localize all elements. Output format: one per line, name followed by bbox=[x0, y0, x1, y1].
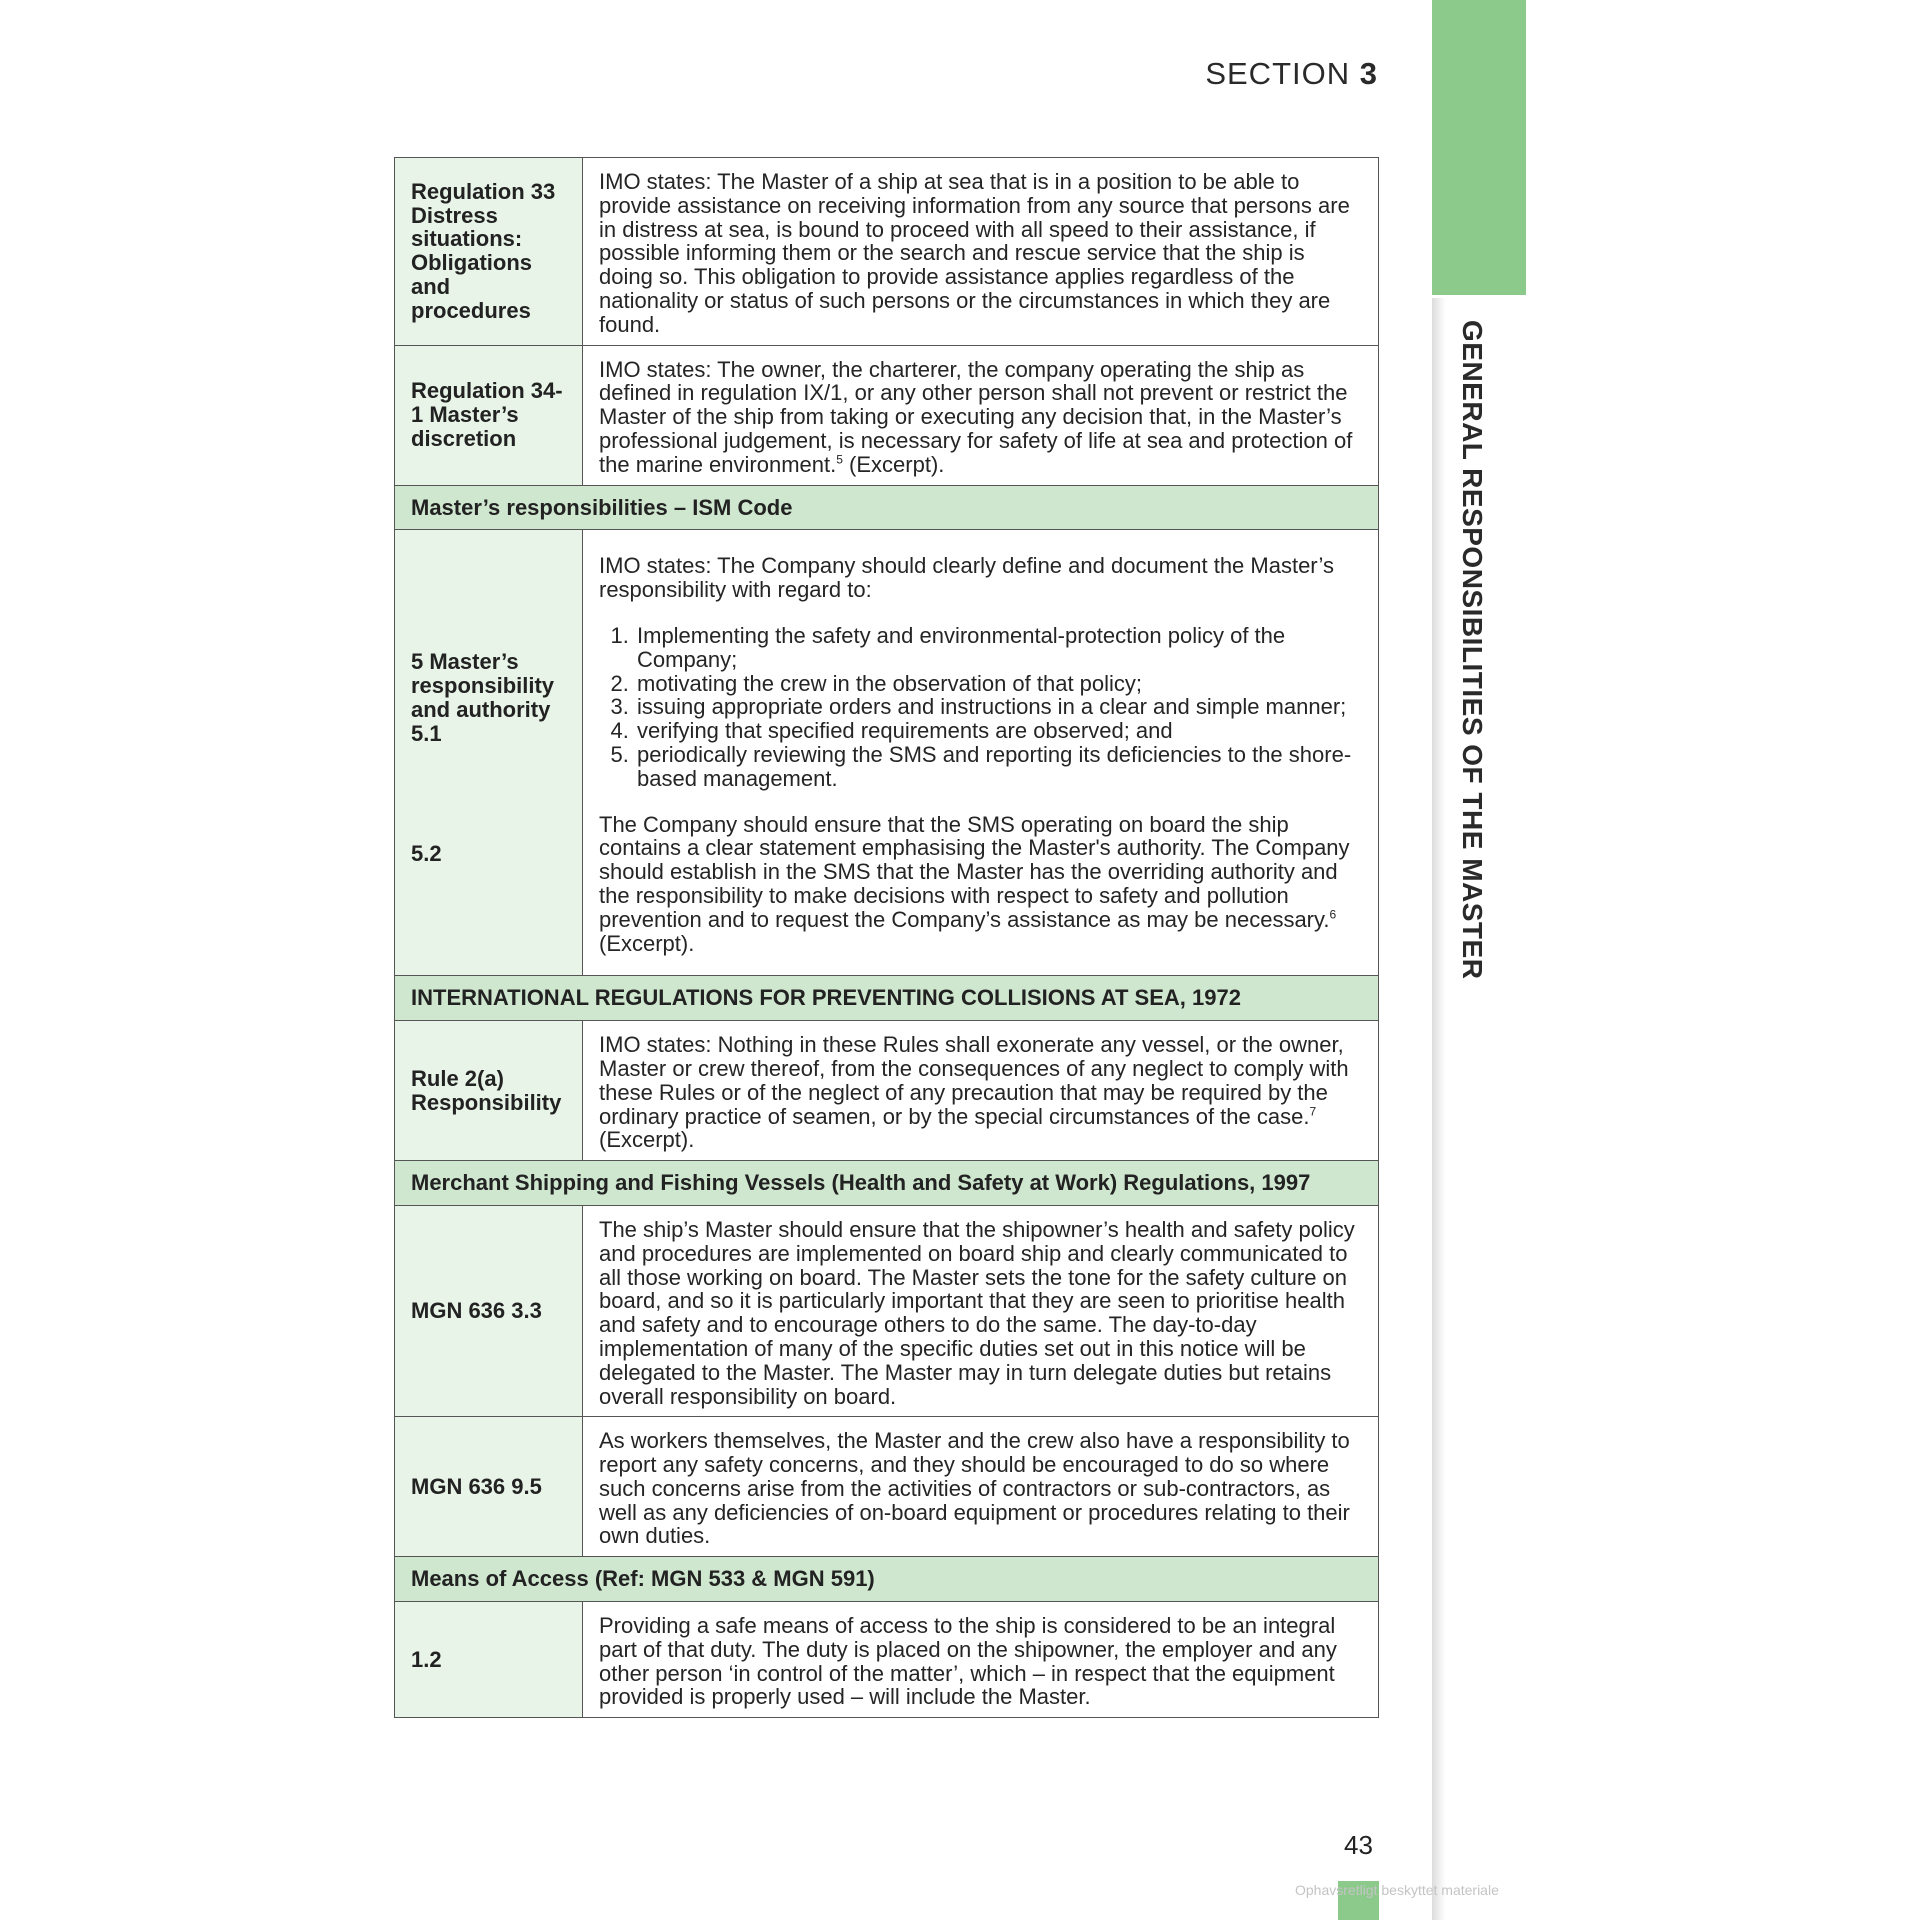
ism-intro: IMO states: The Company should clearly define and document the Master’s responsibility with regard to: bbox=[599, 553, 1334, 603]
table-row bbox=[395, 1417, 1379, 1557]
group-header-row bbox=[395, 976, 1379, 1021]
page-edge-shadow bbox=[1432, 298, 1446, 1920]
copyright-watermark: Ophavsretligt beskyttet materiale bbox=[1295, 1882, 1499, 1898]
list-item: 5. periodically reviewing the SMS and reporting its deficiencies to the shore-based management. bbox=[635, 743, 1364, 791]
footnote-marker[interactable]: 5 bbox=[836, 452, 843, 467]
text-cell bbox=[583, 1021, 1379, 1161]
text-cell bbox=[583, 1602, 1379, 1718]
excerpt-note: (Excerpt). bbox=[842, 451, 945, 477]
reference-cell: Regulation 34-1 Master’s discretion bbox=[395, 345, 583, 485]
responsibility-list bbox=[599, 624, 1364, 791]
section-label: SECTION bbox=[1205, 56, 1351, 91]
reference-cell: 1.2 bbox=[395, 1602, 583, 1718]
regulation-text: As workers themselves, the Master and the crew also have a responsibility to report any safety concerns, and they should be encouraged to do so where such concerns arise from the activities of contractors or sub-contractors, as well as any deficiencies of on-board equipment or procedures relating to their own duties. bbox=[599, 1428, 1350, 1549]
group-title: Means of Access (Ref: MGN 533 & MGN 591) bbox=[395, 1557, 1379, 1602]
section-number: 3 bbox=[1359, 56, 1378, 91]
reference-cell bbox=[395, 530, 583, 976]
text-cell bbox=[583, 345, 1379, 485]
chapter-color-tab bbox=[1432, 0, 1526, 295]
reference-cell: MGN 636 9.5 bbox=[395, 1417, 583, 1557]
regulations-table bbox=[394, 157, 1379, 1718]
reference-cell: MGN 636 3.3 bbox=[395, 1205, 583, 1416]
regulation-text-main: The Company should ensure that the SMS operating on board the ship contains a clear statement emphasising the Master's authority. The Company should establish in the SMS that the Master has the overriding authority and the responsibility to make decisions with respect to safety and pollution prevention and to request the Company’s assistance as may be necessary. bbox=[599, 811, 1350, 932]
table-row bbox=[395, 158, 1379, 346]
text-cell bbox=[583, 1417, 1379, 1557]
regulation-text bbox=[599, 358, 1364, 477]
group-header-row bbox=[395, 485, 1379, 530]
regulation-text: The ship’s Master should ensure that the shipowner’s health and safety policy and procedures are implemented on board ship and clearly communicated to all those working on board. The Master sets the tone for the safety culture on board, and so it is particularly important that they are seen to prioritise health and safety and to encourage others to do the same. The day-to-day implementation of many of the specific duties set out in this notice will be delegated to the Master. The Master may in turn delegate duties but retains overall responsibility on board. bbox=[599, 1216, 1355, 1409]
reference-5-1: 5 Master’s responsibility and authority 5.1 bbox=[411, 649, 555, 746]
regulation-text-main: IMO states: Nothing in these Rules shall exonerate any vessel, or the owner, Master or crew thereof, from the consequences of any neglect to comply with these Rules or of the neglect of any precaution that may be required by the ordinary practice of seamen, or by the special circumstances of the case. bbox=[599, 1032, 1349, 1129]
group-title: INTERNATIONAL REGULATIONS FOR PREVENTING COLLISIONS AT SEA, 1972 bbox=[395, 976, 1379, 1021]
regulation-text bbox=[599, 1033, 1364, 1152]
list-item: 4. verifying that specified requirements are observed; and bbox=[635, 719, 1364, 743]
excerpt-note: (Excerpt). bbox=[599, 930, 695, 956]
reference-5-2: 5.2 bbox=[411, 840, 442, 866]
list-item: 1. Implementing the safety and environmental-protection policy of the Company; bbox=[635, 624, 1364, 672]
text-cell bbox=[583, 1205, 1379, 1416]
ism-5-2-text bbox=[599, 813, 1364, 956]
chapter-title: GENERAL RESPONSIBILITIES OF THE MASTER bbox=[1457, 320, 1488, 980]
reference-cell: Regulation 33 Distress situations: Obligations and procedures bbox=[395, 158, 583, 346]
group-title: Merchant Shipping and Fishing Vessels (Health and Safety at Work) Regulations, 1997 bbox=[395, 1161, 1379, 1206]
section-header bbox=[1205, 56, 1378, 92]
reference-cell: Rule 2(a) Responsibility bbox=[395, 1021, 583, 1161]
excerpt-note: (Excerpt). bbox=[599, 1127, 695, 1153]
list-item: 2. motivating the crew in the observation of that policy; bbox=[635, 672, 1364, 696]
table-row bbox=[395, 1602, 1379, 1718]
regulation-text-main: IMO states: The owner, the charterer, the company operating the ship as defined in regulation IX/1, or any other person shall not prevent or restrict the Master of the ship from taking or executing any decision that, in the Master’s professional judgement, is necessary for safety of life at sea and protection of the marine environment. bbox=[599, 356, 1353, 477]
list-item: 3. issuing appropriate orders and instructions in a clear and simple manner; bbox=[635, 695, 1364, 719]
page-number: 43 bbox=[1344, 1830, 1373, 1860]
group-header-row bbox=[395, 1557, 1379, 1602]
table-row bbox=[395, 1021, 1379, 1161]
footnote-marker[interactable]: 7 bbox=[1309, 1104, 1317, 1119]
group-title: Master’s responsibilities – ISM Code bbox=[395, 485, 1379, 530]
table-row bbox=[395, 1205, 1379, 1416]
group-header-row bbox=[395, 1161, 1379, 1206]
table-row bbox=[395, 345, 1379, 485]
regulation-text: Providing a safe means of access to the ship is considered to be an integral part of that duty. The duty is placed on the shipowner, the employer and any other person ‘in control of the matter’, which – in respect that the equipment provided is properly used – will include the Master. bbox=[599, 1613, 1337, 1710]
text-cell bbox=[583, 530, 1379, 976]
regulation-text: IMO states: The Master of a ship at sea that is in a position to be able to provide assistance on receiving information from any source that persons are in distress at sea, is bound to proceed with all speed to their assistance, if possible informing them or the search and rescue service that the ship is doing so. This obligation to provide assistance applies regardless of the nationality or status of such persons or the circumstances in which they are found. bbox=[599, 169, 1350, 337]
text-cell bbox=[583, 158, 1379, 346]
footnote-marker[interactable]: 6 bbox=[1329, 907, 1337, 922]
table-row bbox=[395, 530, 1379, 976]
